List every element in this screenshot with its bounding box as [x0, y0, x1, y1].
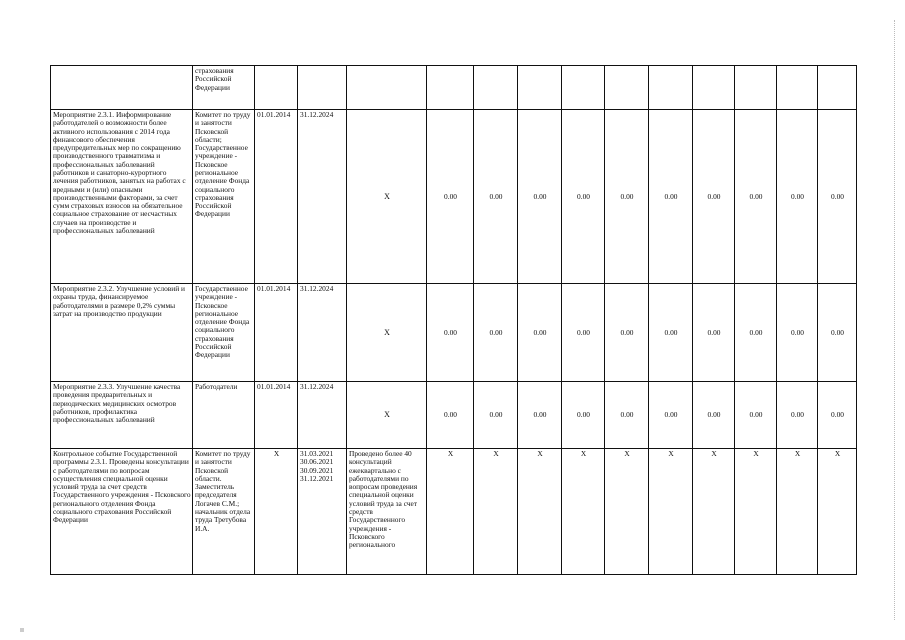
value-cell: 0.00	[735, 110, 777, 284]
value-cell	[649, 66, 693, 110]
indicator-cell: X	[347, 110, 427, 284]
value-cell	[518, 66, 562, 110]
value-cell: 0.00	[562, 382, 605, 449]
value-cell: 0.00	[474, 382, 518, 449]
activity-name-cell	[51, 66, 193, 110]
start-date-cell	[255, 66, 298, 110]
table-row	[51, 284, 857, 382]
start-date-cell: X	[255, 449, 298, 575]
value-cell: 0.00	[777, 382, 818, 449]
start-date-cell: 01.01.2014	[255, 110, 298, 284]
value-cell: X	[649, 449, 693, 575]
scan-edge-mark	[894, 20, 899, 620]
end-date-cell: 31.12.2024	[298, 382, 347, 449]
program-table	[50, 65, 857, 575]
value-cell: X	[777, 449, 818, 575]
value-cell: 0.00	[474, 110, 518, 284]
executor-cell: Работодатели	[193, 382, 255, 449]
executor-cell: Государственное учреждение - Псковское региональное отделение Фонда социального страхования Российской Федерации	[193, 284, 255, 382]
start-date-cell: 01.01.2014	[255, 382, 298, 449]
value-cell: 0.00	[518, 284, 562, 382]
table-row	[51, 66, 857, 110]
value-cell: 0.00	[427, 382, 474, 449]
value-cell: 0.00	[605, 284, 649, 382]
executor-cell: Комитет по труду и занятости Псковской области. Заместитель председателя Логачев С.М.; начальник отдела труда Третубова И.А.	[193, 449, 255, 575]
table-row	[51, 382, 857, 449]
indicator-cell	[347, 66, 427, 110]
value-cell: 0.00	[735, 382, 777, 449]
value-cell: 0.00	[427, 284, 474, 382]
value-cell: 0.00	[818, 284, 857, 382]
indicator-cell: Проведено более 40 консультаций ежеквартально с работодателями по вопросам проведения специальной оценки условий труда за счет средств Государственного учреждения - Псковского регионального	[347, 449, 427, 575]
scan-speck	[20, 628, 24, 632]
value-cell: 0.00	[818, 382, 857, 449]
value-cell: 0.00	[649, 110, 693, 284]
value-cell: 0.00	[562, 284, 605, 382]
end-date-cell	[298, 66, 347, 110]
value-cell	[693, 66, 735, 110]
value-cell: 0.00	[474, 284, 518, 382]
value-cell: 0.00	[605, 110, 649, 284]
table-row	[51, 449, 857, 575]
value-cell: X	[605, 449, 649, 575]
start-date-cell: 01.01.2014	[255, 284, 298, 382]
activity-name-cell: Мероприятие 2.3.1. Информирование работодателей о возможности более активного использования с 2014 года финансового обеспечения предупредительных мер по сокращению производственного травматизма и профессиональных заболеваний работников и санаторно-курортного лечения работников, занятых на работах с вредными и (или) опасными производственными факторами, за счет сумм страховых взносов на обязательное социальное страхование от несчастных случаев на производстве и профессиональных заболеваний	[51, 110, 193, 284]
value-cell: 0.00	[693, 110, 735, 284]
table-row	[51, 110, 857, 284]
value-cell	[427, 66, 474, 110]
value-cell: X	[818, 449, 857, 575]
value-cell: X	[562, 449, 605, 575]
executor-cell: страхования Российской Федерации	[193, 66, 255, 110]
value-cell	[818, 66, 857, 110]
end-date-cell: 31.12.2024	[298, 284, 347, 382]
indicator-cell: X	[347, 284, 427, 382]
value-cell: 0.00	[693, 382, 735, 449]
value-cell: 0.00	[649, 382, 693, 449]
end-date-cell: 31.12.2024	[298, 110, 347, 284]
value-cell: X	[474, 449, 518, 575]
value-cell: 0.00	[818, 110, 857, 284]
value-cell	[777, 66, 818, 110]
value-cell: 0.00	[518, 382, 562, 449]
value-cell	[474, 66, 518, 110]
value-cell: 0.00	[735, 284, 777, 382]
value-cell: X	[693, 449, 735, 575]
value-cell: X	[735, 449, 777, 575]
value-cell: X	[518, 449, 562, 575]
executor-cell: Комитет по труду и занятости Псковской области; Государственное учреждение - Псковское региональное отделение Фонда социального страхования Российской Федерации	[193, 110, 255, 284]
value-cell	[562, 66, 605, 110]
activity-name-cell: Мероприятие 2.3.3. Улучшение качества проведения предварительных и периодических медицинских осмотров работников, профилактика профессиональных заболеваний	[51, 382, 193, 449]
value-cell: 0.00	[518, 110, 562, 284]
value-cell: X	[427, 449, 474, 575]
value-cell: 0.00	[777, 110, 818, 284]
value-cell	[605, 66, 649, 110]
indicator-cell: X	[347, 382, 427, 449]
value-cell: 0.00	[777, 284, 818, 382]
value-cell	[735, 66, 777, 110]
value-cell: 0.00	[693, 284, 735, 382]
activity-name-cell: Контрольное событие Государственной программы 2.3.1. Проведены консультации с работодателями по вопросам осуществления специальной оценки условий труда за счет средств Государственного учреждения - Псковского регионального отделения Фонда социального страхования Российской Федерации	[51, 449, 193, 575]
value-cell: 0.00	[562, 110, 605, 284]
value-cell: 0.00	[605, 382, 649, 449]
activity-name-cell: Мероприятие 2.3.2. Улучшение условий и охраны труда, финансируемое работодателями в размере 0,2% суммы затрат на производство продукции	[51, 284, 193, 382]
value-cell: 0.00	[427, 110, 474, 284]
end-date-cell: 31.03.2021 30.06.2021 30.09.2021 31.12.2021	[298, 449, 347, 575]
value-cell: 0.00	[649, 284, 693, 382]
